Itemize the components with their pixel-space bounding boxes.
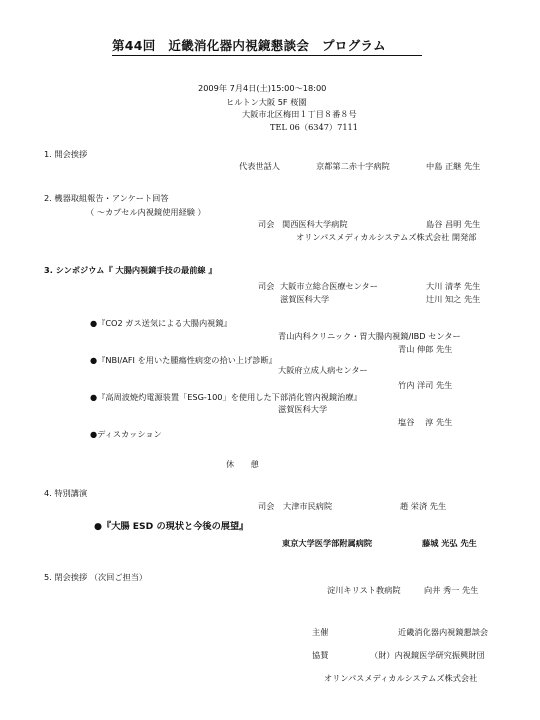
sponsor-label: 協賛 xyxy=(312,650,329,660)
section-4-moderator: 趙 栄済 先生 xyxy=(400,501,447,511)
special-lecture-title: ●『大腸 ESD の現状と今後の展望』 xyxy=(94,521,249,532)
sponsor-2: オリンパスメディカルシステムズ株式会社 xyxy=(324,673,478,683)
event-venue: ヒルトン大阪 5F 桜園 xyxy=(226,97,307,107)
section-5-institution: 淀川キリスト教病院 xyxy=(327,585,401,595)
section-2-institution-2: オリンパスメディカルシステムズ株式会社 開発部 xyxy=(296,232,477,242)
talk-3-title: ●『高周波焼灼電源装置「ESG-100」を使用した下部消化管内視鏡治療』 xyxy=(90,392,362,402)
special-lecture-institution: 東京大学医学部附属病院 xyxy=(282,538,373,548)
section-3-moderator-2: 辻川 知之 先生 xyxy=(426,294,481,304)
break-label: 休 憩 xyxy=(226,459,259,469)
section-4-role: 司会 xyxy=(258,501,275,511)
event-datetime: 2009年 7月4日(土)15:00～18:00 xyxy=(198,83,327,93)
talk-1-institution: 青山内科クリニック・胃大腸内視鏡/IBD センター xyxy=(278,331,461,341)
section-3-moderator-1: 大川 清孝 先生 xyxy=(426,281,481,291)
section-5-heading: 5. 閉会挨拶 （次回ご担当） xyxy=(44,572,148,582)
talk-2-title: ●『NBI/AFI を用いた腫瘍性病変の拾い上げ診断』 xyxy=(90,355,277,365)
section-4-heading: 4. 特別講演 xyxy=(44,488,88,498)
special-lecture-speaker: 藤城 光弘 先生 xyxy=(422,538,477,548)
host-label: 主催 xyxy=(312,627,329,637)
section-3-heading: 3. シンポジウム『 大腸内視鏡手技の最前線 』 xyxy=(44,265,217,275)
section-2-speaker-1: 島谷 昌明 先生 xyxy=(426,219,481,229)
host-name: 近畿消化器内視鏡懇談会 xyxy=(398,627,489,637)
section-1-role: 代表世話人 xyxy=(239,161,280,171)
section-3-institution-1: 大阪市立総合医療センター xyxy=(280,281,378,291)
sponsor-1: （財）内視鏡医学研究振興財団 xyxy=(370,650,485,660)
section-4-institution: 大津市民病院 xyxy=(283,501,333,511)
talk-3-speaker: 塩谷 淳 先生 xyxy=(398,417,453,427)
title-underline xyxy=(112,55,422,56)
section-3-institution-2: 滋賀医科大学 xyxy=(280,294,330,304)
section-1-speaker: 中島 正継 先生 xyxy=(426,161,481,171)
section-2-heading: 2. 機器取組報告・アンケート回答 xyxy=(44,193,169,203)
venue-tel: TEL 06（6347）7111 xyxy=(270,122,358,132)
talk-2-institution: 大阪府立成人病センター xyxy=(278,365,368,375)
section-1-heading: 1. 開会挨拶 xyxy=(44,149,88,159)
talk-3-institution: 滋賀医科大学 xyxy=(278,404,328,414)
section-2-institution-1: 関西医科大学病院 xyxy=(282,219,348,229)
section-2-role: 司会 xyxy=(258,219,275,229)
talk-2-speaker: 竹内 洋司 先生 xyxy=(398,380,453,390)
venue-address: 大阪市北区梅田１丁目８番８号 xyxy=(242,109,357,119)
section-2-subtitle: （ ～カプセル内視鏡使用経験 ） xyxy=(86,207,206,217)
talk-1-title: ●『CO2 ガス送気による大腸内視鏡』 xyxy=(90,318,232,328)
document-title: 第44回 近畿消化器内視鏡懇談会 プログラム xyxy=(112,38,386,53)
talk-1-speaker: 青山 伸郎 先生 xyxy=(398,344,453,354)
section-1-institution: 京都第二赤十字病院 xyxy=(316,161,390,171)
discussion-label: ●ディスカッション xyxy=(90,429,162,439)
section-5-speaker: 向井 秀一 先生 xyxy=(424,585,479,595)
section-3-role: 司会 xyxy=(258,281,275,291)
